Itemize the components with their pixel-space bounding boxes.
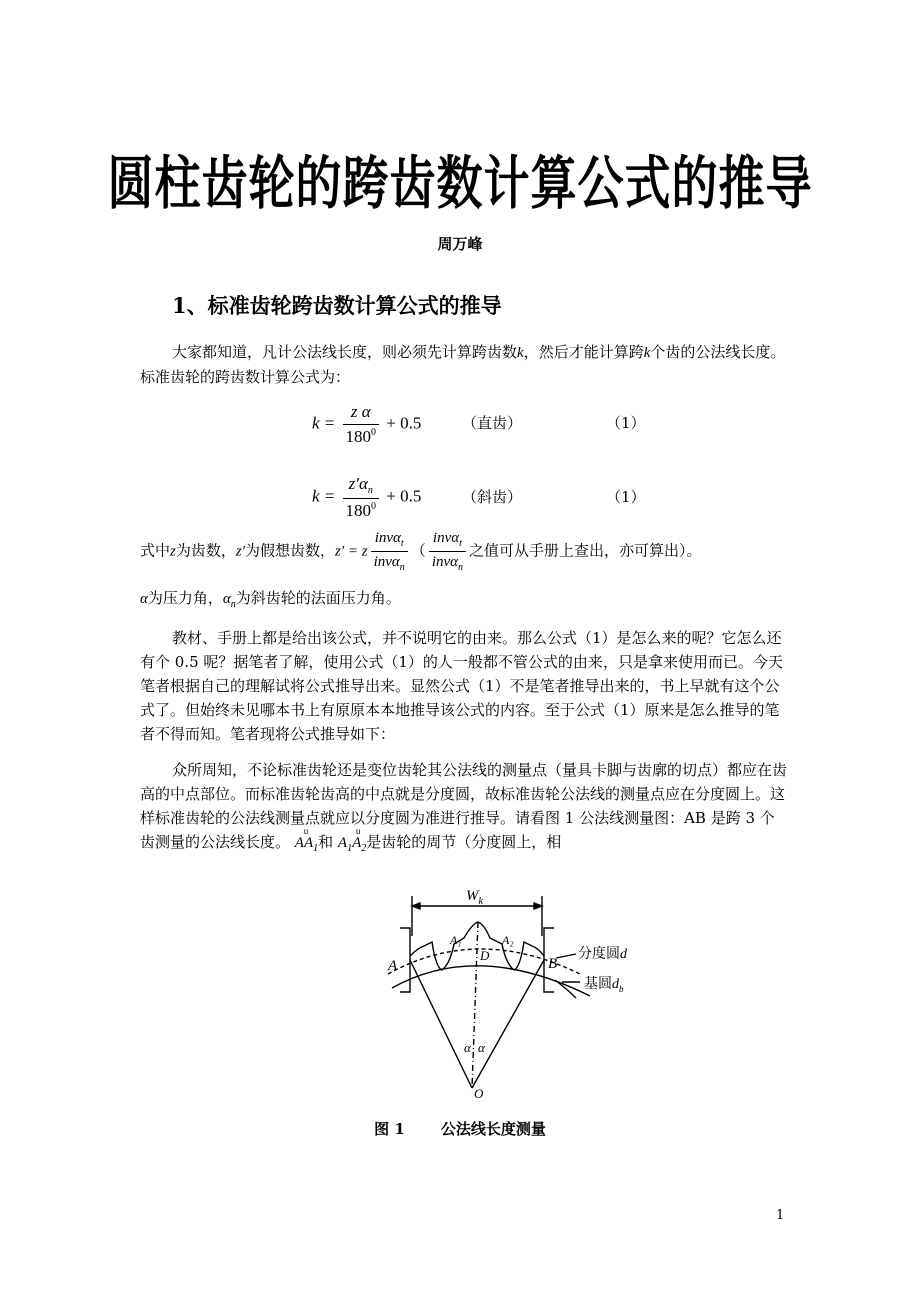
figure-gear-measurement — [380, 884, 660, 1109]
formula-straight-note: （直齿） — [462, 414, 523, 432]
label-wk: $W_k$ — [466, 888, 483, 907]
radius-right — [472, 960, 544, 1088]
formula-helical-note: （斜齿） — [462, 488, 523, 506]
label-pitch-circle: 分度圆d — [578, 947, 627, 962]
label-o: O — [474, 1086, 484, 1101]
figure-caption: 图 1 公法线长度测量 — [374, 1120, 546, 1138]
label-b: B — [548, 956, 558, 972]
page-number: 1 — [776, 1208, 785, 1223]
author: 周万峰 — [437, 235, 483, 253]
label-alpha-right: α — [478, 1040, 485, 1055]
paragraph-measurement: 众所周知，不论标准齿轮还是变位齿轮其公法线的测量点（量具卡脚与齿廓的切点）都应在齿高的中点部位。而标准齿轮齿高的中点就是分度圆，故标准齿轮公法线的测量点应在分度圆上。这样标准齿轮的公法线测量点就应以分度圆为准进行推导。请看图 1 公法线测量图：AB 是跨 3 个齿测量的公法线长度。 u $AA_1$和 $A_1$ u $A_2$是齿轮的周节（分度圆上，相 — [140, 761, 788, 854]
formula-straight: k = $\frac{\text{z α}}{180^0}$ + 0.5 — [312, 402, 422, 446]
page-title: 圆柱齿轮的跨齿数计算公式的推导 — [107, 149, 813, 217]
label-base-circle: 基圆$d_b$ — [584, 977, 624, 994]
radius-left — [410, 960, 472, 1088]
center-line — [472, 922, 478, 1088]
formula-straight-number: （1） — [606, 414, 646, 432]
paragraph-angles: α为压力角，$\alpha_n$为斜齿轮的法面压力角。 — [140, 589, 401, 610]
label-a: A — [388, 958, 398, 974]
label-alpha-left: α — [464, 1040, 471, 1055]
leader-pitch — [556, 954, 576, 958]
circle-extension — [555, 980, 576, 998]
label-a2: A₂ — [502, 933, 514, 947]
section-heading: 1、标准齿轮跨齿数计算公式的推导 — [172, 293, 502, 318]
base-circle — [392, 966, 590, 996]
paragraph-intro: 大家都知道，凡计公法线长度，则必须先计算跨齿数k，然后才能计算跨k个齿的公法线长度。标准齿轮的跨齿数计算公式为： — [140, 343, 786, 386]
paragraph-symbols: 式中z为齿数，z′为假想齿数，z′ = z $\frac{inv\alpha_t}{inv\alpha_n}$ （ $\frac{inv\alpha_t}{inv\alpha_n}$ 之值可从手册上查出，亦可算出）。 — [140, 530, 702, 573]
label-d: D — [480, 948, 490, 963]
formula-helical: k = $\frac{z'\alpha_n}{180^0}$ + 0.5 — [312, 474, 422, 520]
paragraph-origin: 教材、手册上都是给出该公式，并不说明它的由来。那么公式（1）是怎么来的呢？它怎么还有个 0.5 呢？据笔者了解，使用公式（1）的人一般都不管公式的由来，只是拿来使用而已。今天笔者根据自己的理解试将公式推导出来。显然公式（1）不是笔者推导出来的，书上早就有这个公式了。但始终未见哪本书上有原原本本地推导该公式的内容。至于公式（1）原来是怎么推导的笔者不得而知。笔者现将公式推导如下： — [140, 629, 783, 743]
label-a1: A₁ — [450, 933, 462, 947]
formula-helical-number: （1） — [606, 488, 646, 506]
